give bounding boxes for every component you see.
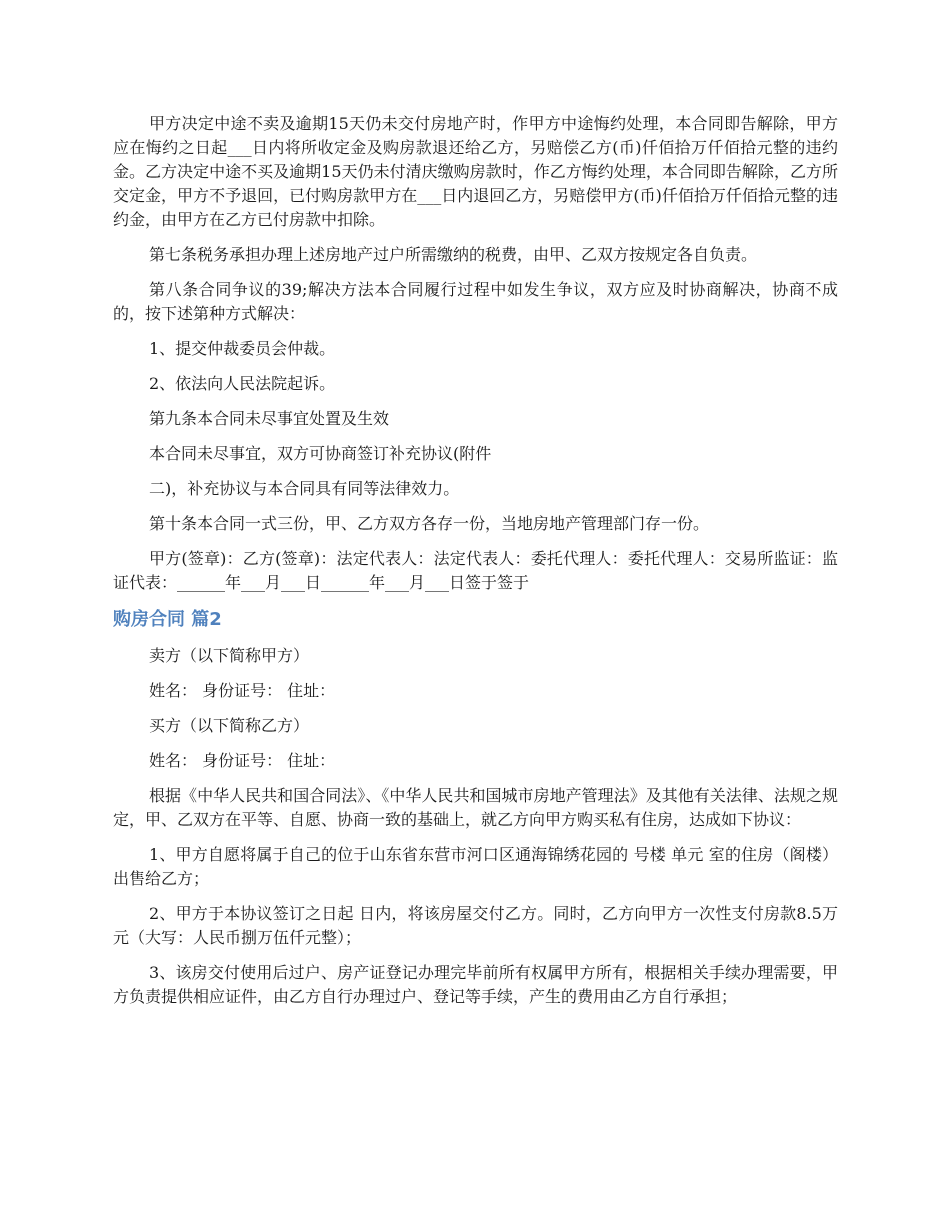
paragraph-article-10-copies: 第十条本合同一式三份，甲、乙方双方各存一份，当地房地产管理部门存一份。 [149,514,710,533]
paragraph-article-9-effect: 二)，补充协议与本合同具有同等法律效力。 [149,479,460,498]
paragraph-clause-3: 3、该房交付使用后过户、房产证登记办理完毕前所有权属甲方所有，根据相关手续办理需要，甲方负责提供相应证件，由乙方自行办理过户、登记等手续，产生的费用由乙方自行承担； [113,963,838,1006]
paragraph-signatures: 甲方(签章)：乙方(签章)：法定代表人：法定代表人：委托代理人：委托代理人：交易所监证：监证代表：______年___月___日______年___月___日签于签于 [113,549,838,592]
paragraph-option-1-arbitration: 1、提交仲裁委员会仲裁。 [149,339,336,358]
paragraph-option-2-court: 2、依法向人民法院起诉。 [149,374,336,393]
paragraph-legal-basis: 根据《中华人民共和国合同法》、《中华人民共和国城市房地产管理法》及其他有关法律、法规之规定，甲、乙双方在平等、自愿、协商一致的基础上，就乙方向甲方购买私有住房，达成如下协议： [113,786,838,829]
paragraph-clause-2: 2、甲方于本协议签订之日起 日内，将该房屋交付乙方。同时，乙方向甲方一次性支付房款8.5万元（大写：人民币捌万伍仟元整）； [113,904,838,947]
paragraph-article-9-body: 本合同未尽事宜，双方可协商签订补充协议(附件 [149,444,492,463]
paragraph-article-8-dispute: 第八条合同争议的39;解决方法本合同履行过程中如发生争议，双方应及时协商解决，协商不成的，按下述第种方式解决： [113,280,838,323]
paragraph-article-7-tax: 第七条税务承担办理上述房地产过户所需缴纳的税费，由甲、乙双方按规定各自负责。 [149,245,758,264]
paragraph-article-9-title: 第九条本合同未尽事宜处置及生效 [149,409,390,428]
paragraph-buyer-info: 姓名： 身份证号： 住址： [149,751,336,770]
paragraph-seller-info: 姓名： 身份证号： 住址： [149,681,336,700]
paragraph-buyer-label: 买方（以下简称乙方） [149,716,310,735]
paragraph-seller-label: 卖方（以下简称甲方） [149,646,310,665]
section-heading-contract-2: 购房合同 篇2 [113,609,222,630]
document-page [113,112,838,1020]
paragraph-clause-1: 1、甲方自愿将属于自己的位于山东省东营市河口区通海锦绣花园的 号楼 单元 室的住房（阁楼）出售给乙方； [113,845,838,888]
paragraph-breach-terms: 甲方决定中途不卖及逾期15天仍未交付房地产时，作甲方中途悔约处理，本合同即告解除，甲方应在悔约之日起___日内将所收定金及购房款退还给乙方，另赔偿乙方(币)仟佰拾万仟佰拾元整的违约金。乙方决定中途不买及逾期15天仍未付清庆缴购房款时，作乙方悔约处理，本合同即告解除，乙方所交定金，甲方不予退回，已付购房款甲方在___日内退回乙方，另赔偿甲方(币)仟佰拾万仟佰拾元整的违约金，由甲方在乙方已付房款中扣除。 [113,114,838,229]
